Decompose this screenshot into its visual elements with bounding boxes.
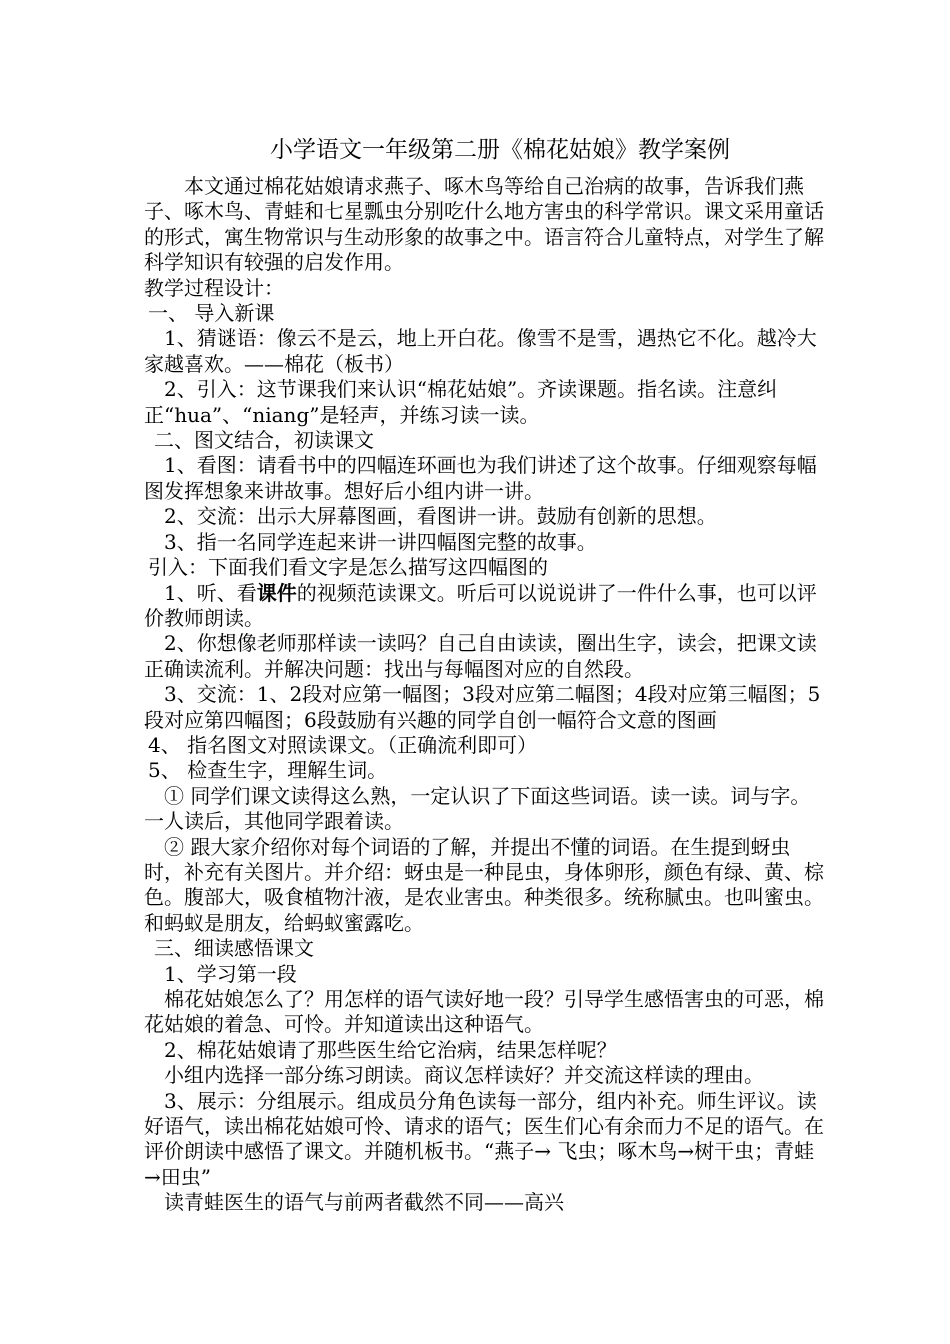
- lead-in-text: 引入：下面我们看文字是怎么描写这四幅图的: [148, 555, 548, 580]
- bold-courseware: 课件: [256, 580, 297, 605]
- substep-2: ② 跟大家介绍你对每个词语的了解，并提出不懂的词语。在生提到蚜虫时，补充有关图片。并介绍：蚜虫是一种昆虫，身体卵形，颜色有绿、黄、棕色。腹部大，吸食植物汁液，是农业害虫。种类很多。统称腻虫。也叫蜜虫。和蚂蚁是朋友，给蚂蚁蜜露吃。: [144, 834, 824, 935]
- substep-1: ① 同学们课文读得这么熟，一定认识了下面这些词语。读一读。词与字。一人读后，其他同学跟着读。: [144, 783, 811, 834]
- step-exchange: 2、交流：出示大屏幕图画，看图讲一讲。鼓励有创新的思想。: [164, 504, 717, 529]
- step-doctors: 2、棉花姑娘请了那些医生给它治病，结果怎样呢？: [164, 1037, 617, 1062]
- step-first-paragraph: 1、学习第一段: [164, 961, 297, 986]
- step-riddle: 1、猜谜语：像云不是云，地上开白花。像雪不是雪，遇热它不化。越冷大家越喜欢。——棉花（板书）: [144, 326, 817, 376]
- section-heading-process: 教学过程设计：: [144, 275, 284, 300]
- section-heading-3: 三、细读感悟课文: [154, 936, 314, 961]
- step-tell-story: 3、指一名同学连起来讲一讲四幅图完整的故事。: [164, 529, 597, 554]
- step-read-aloud: 2、你想像老师那样读一读吗？自己自由读读，圈出生字，读会，把课文读正确读流利。并解决问题：找出与每幅图对应的自然段。: [144, 631, 817, 681]
- step-introduce: 2、引入：这节课我们来认识“棉花姑娘”。齐读课题。指名读。注意纠正“hua”、“niang”是轻声，并练习读一读。: [144, 377, 778, 427]
- step-show: 3、展示：分组展示。组成员分角色读每一部分，组内补充。师生评议。读好语气，读出棉花姑娘可怜、请求的语气；医生们心有余而力不足的语气。在评价朗读中感悟了课文。并随机板书。“燕子→ 飞虫；啄木鸟→树干虫；青蛙→田虫”: [144, 1088, 824, 1189]
- step-exchange-paragraphs: 3、交流：1、2段对应第一幅图；3段对应第二幅图；4段对应第三幅图；5段对应第四幅图；6段鼓励有兴趣的同学自创一幅符合文意的图画: [144, 682, 821, 732]
- section-heading-1: 一、 导入新课: [148, 301, 275, 326]
- step-listen-watch: 1、听、看课件的视频范读课文。听后可以说说讲了一件什么事，也可以评价教师朗读。: [144, 580, 817, 630]
- step-first-paragraph-detail: 棉花姑娘怎么了？用怎样的语气读好地一段？引导学生感悟害虫的可恶，棉花姑娘的着急、可怜。并知道读出这种语气。: [144, 987, 824, 1037]
- step-frog-doctor: 读青蛙医生的语气与前两者截然不同——高兴: [164, 1190, 564, 1215]
- step-check-characters: 5、 检查生字，理解生词。: [148, 758, 388, 783]
- section-heading-2: 二、图文结合，初读课文: [154, 428, 374, 453]
- step-look-picture: 1、看图：请看书中的四幅连环画也为我们讲述了这个故事。仔细观察每幅图发挥想象来讲故事。想好后小组内讲一讲。: [144, 453, 817, 503]
- document-body: [144, 174, 824, 1216]
- step-read-with-pictures: 4、 指名图文对照读课文。（正确流利即可）: [148, 732, 538, 757]
- step-group-reading: 小组内选择一部分练习朗读。商议怎样读好？并交流这样读的理由。: [164, 1063, 764, 1088]
- document-title: 小学语文一年级第二册《棉花姑娘》教学案例: [270, 137, 730, 163]
- intro-paragraph: 本文通过棉花姑娘请求燕子、啄木鸟等给自己治病的故事，告诉我们燕子、啄木鸟、青蛙和七星瓢虫分别吃什么地方害虫的科学常识。课文采用童话的形式，寓生物常识与生动形象的故事之中。语言符合儿童特点，对学生了解科学知识有较强的启发作用。: [144, 174, 824, 275]
